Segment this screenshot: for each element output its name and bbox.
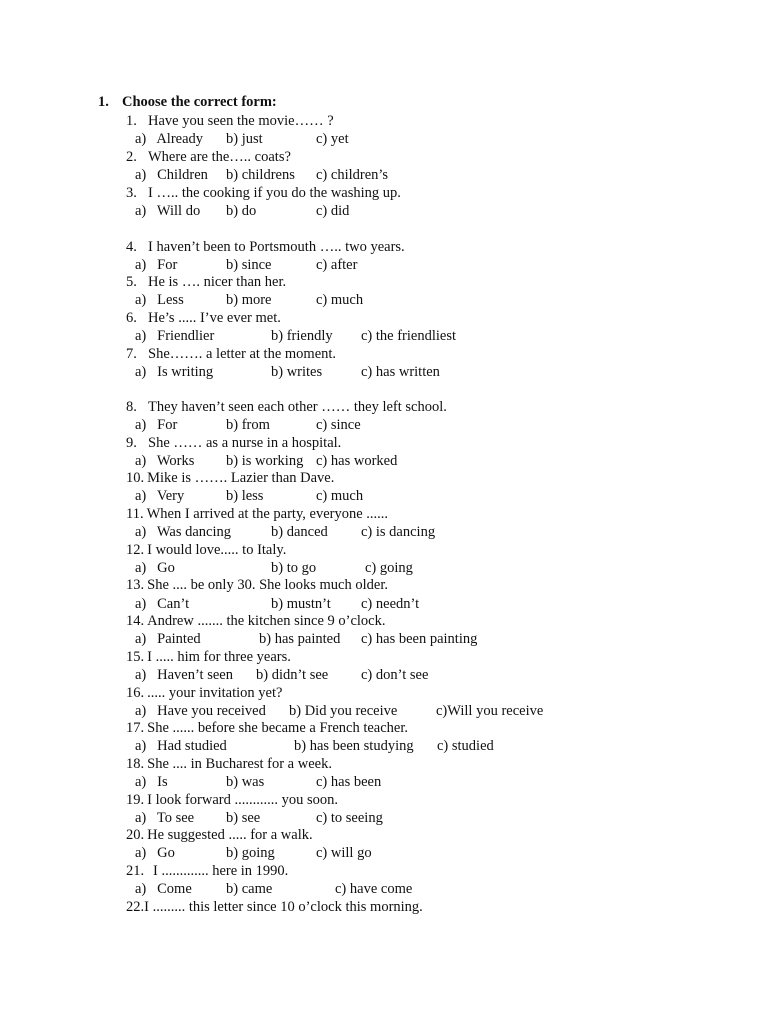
- option-a[interactable]: a) Come: [135, 881, 192, 897]
- option-a[interactable]: a) Go: [135, 560, 175, 576]
- question-text: She ...... before she became a French teacher.: [147, 720, 409, 736]
- question-text: I look forward ............ you soon.: [147, 792, 339, 808]
- option-b[interactable]: b) has painted: [259, 631, 341, 647]
- question-14: 14. Andrew ....... the kitchen since 9 o’clock.: [126, 613, 386, 629]
- question-text: Have you seen the movie…… ?: [148, 113, 334, 129]
- option-a[interactable]: a) Friendlier: [135, 328, 215, 344]
- option-c[interactable]: c) has been: [316, 774, 382, 790]
- option-b[interactable]: b) to go: [271, 560, 317, 576]
- option-b[interactable]: b) danced: [271, 524, 328, 540]
- question-text: He suggested ..... for a walk.: [147, 827, 313, 843]
- question-text: When I arrived at the party, everyone ......: [146, 506, 389, 522]
- option-a[interactable]: a) Was dancing: [135, 524, 232, 540]
- question-11: 11. When I arrived at the party, everyone ......: [126, 506, 389, 522]
- question-12: 12. I would love..... to Italy.: [126, 542, 287, 558]
- option-a[interactable]: a) To see: [135, 810, 195, 826]
- question-text: She .... be only 30. She looks much older.: [147, 577, 388, 593]
- question-9: 9. She …… as a nurse in a hospital.: [126, 435, 342, 451]
- question-5: 5. He is …. nicer than her.: [126, 274, 287, 290]
- option-c[interactable]: c) did: [316, 203, 350, 219]
- option-a[interactable]: a) For: [135, 417, 178, 433]
- option-b[interactable]: b) do: [226, 203, 257, 219]
- question-text: I ......... this letter since 10 o’clock this morning.: [144, 899, 423, 915]
- question-21: 21. I ............. here in 1990.: [126, 863, 289, 879]
- option-b[interactable]: b) see: [226, 810, 261, 826]
- option-a[interactable]: a) Haven’t seen: [135, 667, 233, 683]
- option-a[interactable]: a) Go: [135, 845, 175, 861]
- option-c[interactable]: c) needn’t: [361, 596, 420, 612]
- question-text: She……. a letter at the moment.: [148, 346, 337, 362]
- option-b[interactable]: b) more: [226, 292, 272, 308]
- option-a[interactable]: a) Can’t: [135, 596, 190, 612]
- question-16: 16. ..... your invitation yet?: [126, 685, 283, 701]
- question-8: 8. They haven’t seen each other …… they left school.: [126, 399, 447, 415]
- question-text: I ..... him for three years.: [147, 649, 291, 665]
- question-4: 4. I haven’t been to Portsmouth ….. two years.: [126, 239, 405, 255]
- question-22: 22.I ......... this letter since 10 o’clock this morning.: [126, 899, 423, 915]
- option-c[interactable]: c) much: [316, 292, 364, 308]
- question-text: Mike is ……. Lazier than Dave.: [147, 470, 335, 486]
- option-a[interactable]: a) Is: [135, 774, 168, 790]
- question-text: She .... in Bucharest for a week.: [147, 756, 332, 772]
- option-c[interactable]: c)Will you receive: [436, 703, 544, 719]
- option-a[interactable]: a) Had studied: [135, 738, 227, 754]
- option-c[interactable]: c) has been painting: [361, 631, 478, 647]
- option-b[interactable]: b) Did you receive: [289, 703, 398, 719]
- question-text: ..... your invitation yet?: [147, 685, 283, 701]
- question-text: They haven’t seen each other …… they left school.: [148, 399, 447, 415]
- option-c[interactable]: c) don’t see: [361, 667, 429, 683]
- question-6: 6. He’s ..... I’ve ever met.: [126, 310, 281, 326]
- option-c[interactable]: c) yet: [316, 131, 349, 147]
- option-b[interactable]: b) going: [226, 845, 275, 861]
- option-b[interactable]: b) less: [226, 488, 264, 504]
- option-a[interactable]: a) Very: [135, 488, 185, 504]
- option-a[interactable]: a) Have you received: [135, 703, 266, 719]
- option-c[interactable]: c) studied: [437, 738, 494, 754]
- question-1: 1. Have you seen the movie…… ?: [126, 113, 334, 129]
- option-a[interactable]: a) Is writing: [135, 364, 214, 380]
- option-c[interactable]: c) has worked: [316, 453, 398, 469]
- option-b[interactable]: b) since: [226, 257, 272, 273]
- option-b[interactable]: b) childrens: [226, 167, 295, 183]
- question-7: 7. She……. a letter at the moment.: [126, 346, 337, 362]
- question-18: 18. She .... in Bucharest for a week.: [126, 756, 332, 772]
- option-c[interactable]: c) has written: [361, 364, 440, 380]
- question-text: She …… as a nurse in a hospital.: [148, 435, 342, 451]
- option-c[interactable]: c) after: [316, 257, 358, 273]
- question-13: 13. She .... be only 30. She looks much older.: [126, 577, 388, 593]
- question-text: I haven’t been to Portsmouth ….. two years.: [148, 239, 405, 255]
- option-c[interactable]: c) is dancing: [361, 524, 436, 540]
- option-a[interactable]: a) Less: [135, 292, 184, 308]
- option-a[interactable]: a) Works: [135, 453, 195, 469]
- option-c[interactable]: c) going: [365, 560, 413, 576]
- option-b[interactable]: b) from: [226, 417, 270, 433]
- question-10: 10. Mike is ……. Lazier than Dave.: [126, 470, 335, 486]
- question-text: Andrew ....... the kitchen since 9 o’clock.: [147, 613, 386, 629]
- option-b[interactable]: b) mustn’t: [271, 596, 331, 612]
- option-b[interactable]: b) was: [226, 774, 265, 790]
- question-text: He’s ..... I’ve ever met.: [148, 310, 281, 326]
- option-c[interactable]: c) will go: [316, 845, 372, 861]
- option-c[interactable]: c) much: [316, 488, 364, 504]
- question-20: 20. He suggested ..... for a walk.: [126, 827, 313, 843]
- question-text: He is …. nicer than her.: [148, 274, 287, 290]
- question-2: 2. Where are the….. coats?: [126, 149, 291, 165]
- option-c[interactable]: c) the friendliest: [361, 328, 457, 344]
- section-heading: [98, 94, 277, 111]
- question-text: I ............. here in 1990.: [153, 863, 289, 879]
- option-c[interactable]: c) to seeing: [316, 810, 383, 826]
- section-number: 1.: [98, 94, 109, 110]
- option-b[interactable]: b) friendly: [271, 328, 333, 344]
- option-a[interactable]: a) Painted: [135, 631, 201, 647]
- option-b[interactable]: b) didn’t see: [256, 667, 329, 683]
- option-b[interactable]: b) just: [226, 131, 263, 147]
- question-15: 15. I ..... him for three years.: [126, 649, 291, 665]
- question-text: Where are the….. coats?: [148, 149, 291, 165]
- question-text: I would love..... to Italy.: [147, 542, 287, 558]
- option-b[interactable]: b) came: [226, 881, 273, 897]
- option-a[interactable]: a) For: [135, 257, 178, 273]
- option-a[interactable]: a) Already: [135, 131, 204, 147]
- option-c[interactable]: c) children’s: [316, 167, 389, 183]
- option-c[interactable]: c) since: [316, 417, 361, 433]
- option-b[interactable]: b) is working: [226, 453, 304, 469]
- question-19: 19. I look forward ............ you soon.: [126, 792, 339, 808]
- option-a[interactable]: a) Children: [135, 167, 208, 183]
- option-b[interactable]: b) has been studying: [294, 738, 414, 754]
- option-a[interactable]: a) Will do: [135, 203, 201, 219]
- option-b[interactable]: b) writes: [271, 364, 323, 380]
- question-17: 17. She ...... before she became a French teacher.: [126, 720, 409, 736]
- question-text: I ….. the cooking if you do the washing up.: [148, 185, 401, 201]
- question-3: 3. I ….. the cooking if you do the washing up.: [126, 185, 401, 201]
- section-title: Choose the correct form:: [122, 94, 277, 110]
- option-c[interactable]: c) have come: [335, 881, 413, 897]
